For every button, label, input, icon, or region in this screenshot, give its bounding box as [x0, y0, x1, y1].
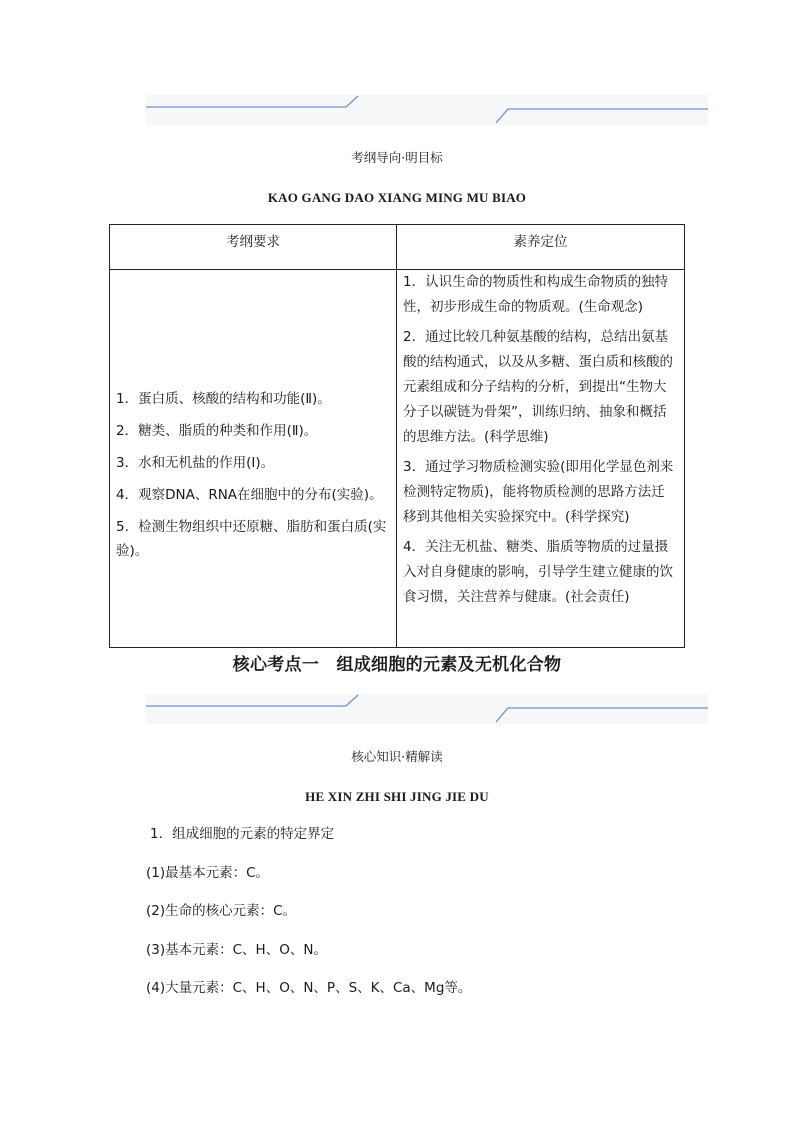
decorative-banner-bottom [146, 694, 708, 724]
header-literacy: 素养定位 [397, 225, 685, 270]
requirements-table [109, 224, 685, 648]
body-line: (1)最基本元素：C。 [146, 864, 270, 881]
literacy-item: 3．通过学习物质检测实验(即用化学显色剂来检测特定物质)，能将物质检测的思路方法迁移到其他相关实验探究中。(科学探究) [403, 459, 674, 525]
decorative-banner-top [146, 95, 708, 125]
requirement-item: 1．蛋白质、核酸的结构和功能(Ⅱ)。 [116, 390, 331, 407]
requirement-item: 3．水和无机盐的作用(Ⅰ)。 [116, 454, 275, 471]
section-title-en: KAO GANG DAO XIANG MING MU BIAO [267, 190, 527, 205]
body-line: (4)大量元素：C、H、O、N、P、S、K、Ca、Mg等。 [146, 980, 472, 996]
literacy-item: 4．关注无机盐、糖类、脂质等物质的过量摄入对自身健康的影响，引导学生建立健康的饮食习惯，关注营养与健康。(社会责任) [403, 539, 673, 605]
requirement-item: 2．糖类、脂质的种类和作用(Ⅱ)。 [116, 422, 318, 439]
literacy-item: 2．通过比较几种氨基酸的结构，总结出氨基酸的结构通式，以及从多糖、蛋白质和核酸的元素组成和分子结构的分析，到提出“生物大分子以碳链为骨架”，训练归纳、抽象和概括的思维方法。(科学思维) [403, 329, 673, 445]
section-title-en: HE XIN ZHI SHI JING JIE DU [305, 789, 489, 804]
requirements-cell [110, 270, 397, 648]
body-line: 1．组成细胞的元素的特定界定 [150, 826, 335, 842]
requirement-item: 4．观察DNA、RNA在细胞中的分布(实验)。 [116, 486, 383, 503]
section-title-cn: 考纲导向·明目标 [351, 150, 443, 165]
literacy-item: 1．认识生命的物质性和构成生命物质的独特性，初步形成生命的物质观。(生命观念) [403, 274, 669, 315]
body-content [146, 824, 706, 1017]
header-requirements: 考纲要求 [110, 225, 397, 270]
requirement-item: 5．检测生物组织中还原糖、脂肪和蛋白质(实验)。 [116, 518, 387, 559]
body-line: (2)生命的核心元素：C。 [146, 903, 297, 919]
body-line: (3)基本元素：C、H、O、N。 [146, 941, 327, 958]
section-title-cn: 核心知识·精解读 [351, 749, 443, 764]
literacy-cell [397, 270, 685, 648]
core-topic-heading: 核心考点一 组成细胞的元素及无机化合物 [232, 655, 562, 675]
